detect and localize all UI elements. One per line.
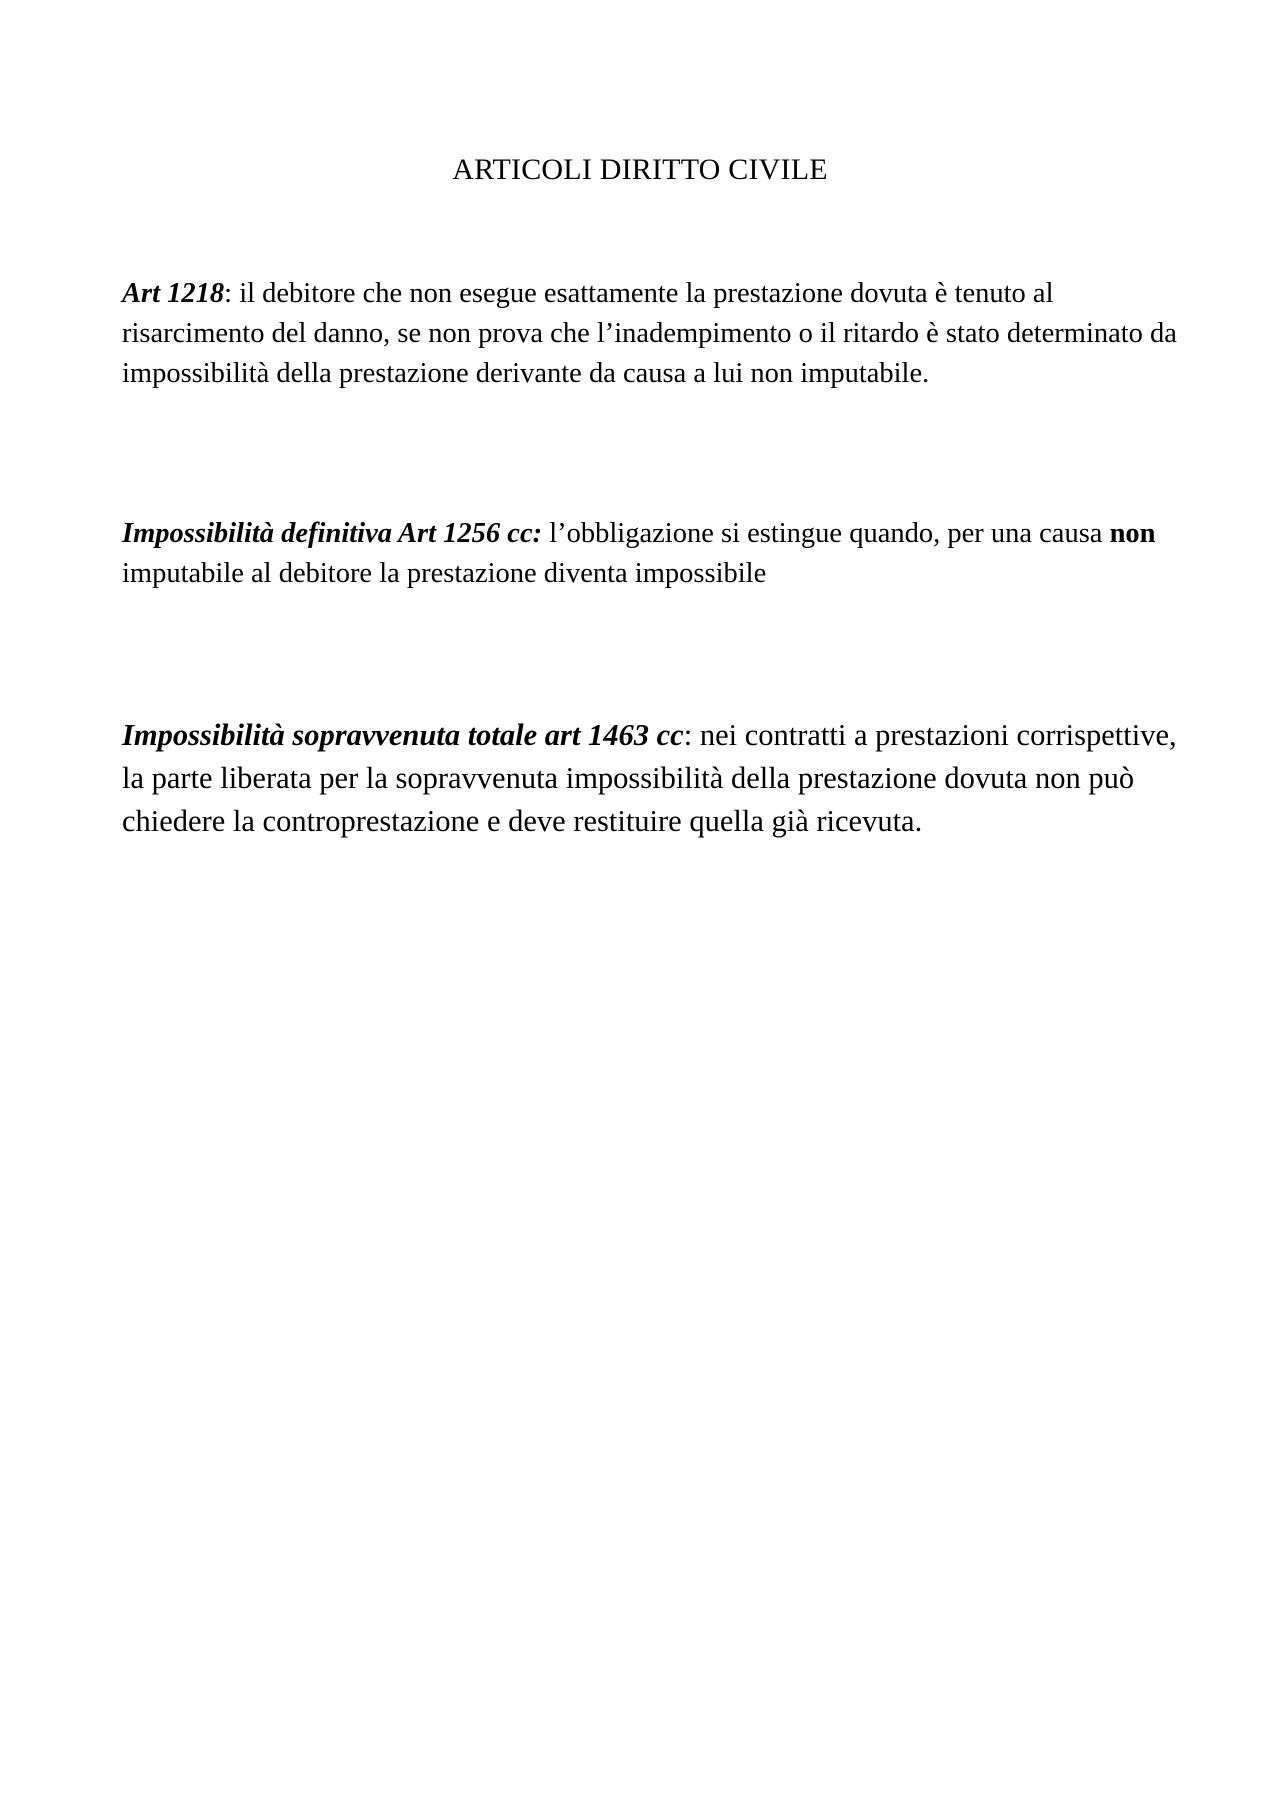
- article-paragraph-1463: [122, 714, 1182, 843]
- article-text: : il debitore che non esegue esattamente la prestazione dovuta è tenuto al risarcimento del danno, se non prova che l’inadempimento o il ritardo è stato determinato da impossibilità della prestazione derivante da causa a lui non imputabile.: [122, 278, 1177, 389]
- document-title: ARTICOLI DIRITTO CIVILE: [452, 153, 828, 186]
- article-emphasis: non: [1109, 518, 1156, 549]
- article-text: : nei contratti a prestazioni corrispettive, la parte liberata per la sopravvenuta impossibilità della prestazione dovuta non può chiedere la controprestazione e deve restituire quella già ricevuta.: [122, 718, 1177, 838]
- article-paragraph-1218: [122, 274, 1182, 394]
- article-term: Impossibilità definitiva Art 1256 cc:: [122, 518, 543, 549]
- article-text: l’obbligazione si estingue quando, per una causa: [542, 518, 1110, 549]
- article-term: Impossibilità sopravvenuta totale art 1463 cc: [122, 718, 684, 752]
- article-term: Art 1218: [122, 278, 225, 309]
- article-paragraph-1256: [122, 514, 1182, 594]
- article-text-continued: imputabile al debitore la prestazione diventa impossibile: [122, 558, 767, 589]
